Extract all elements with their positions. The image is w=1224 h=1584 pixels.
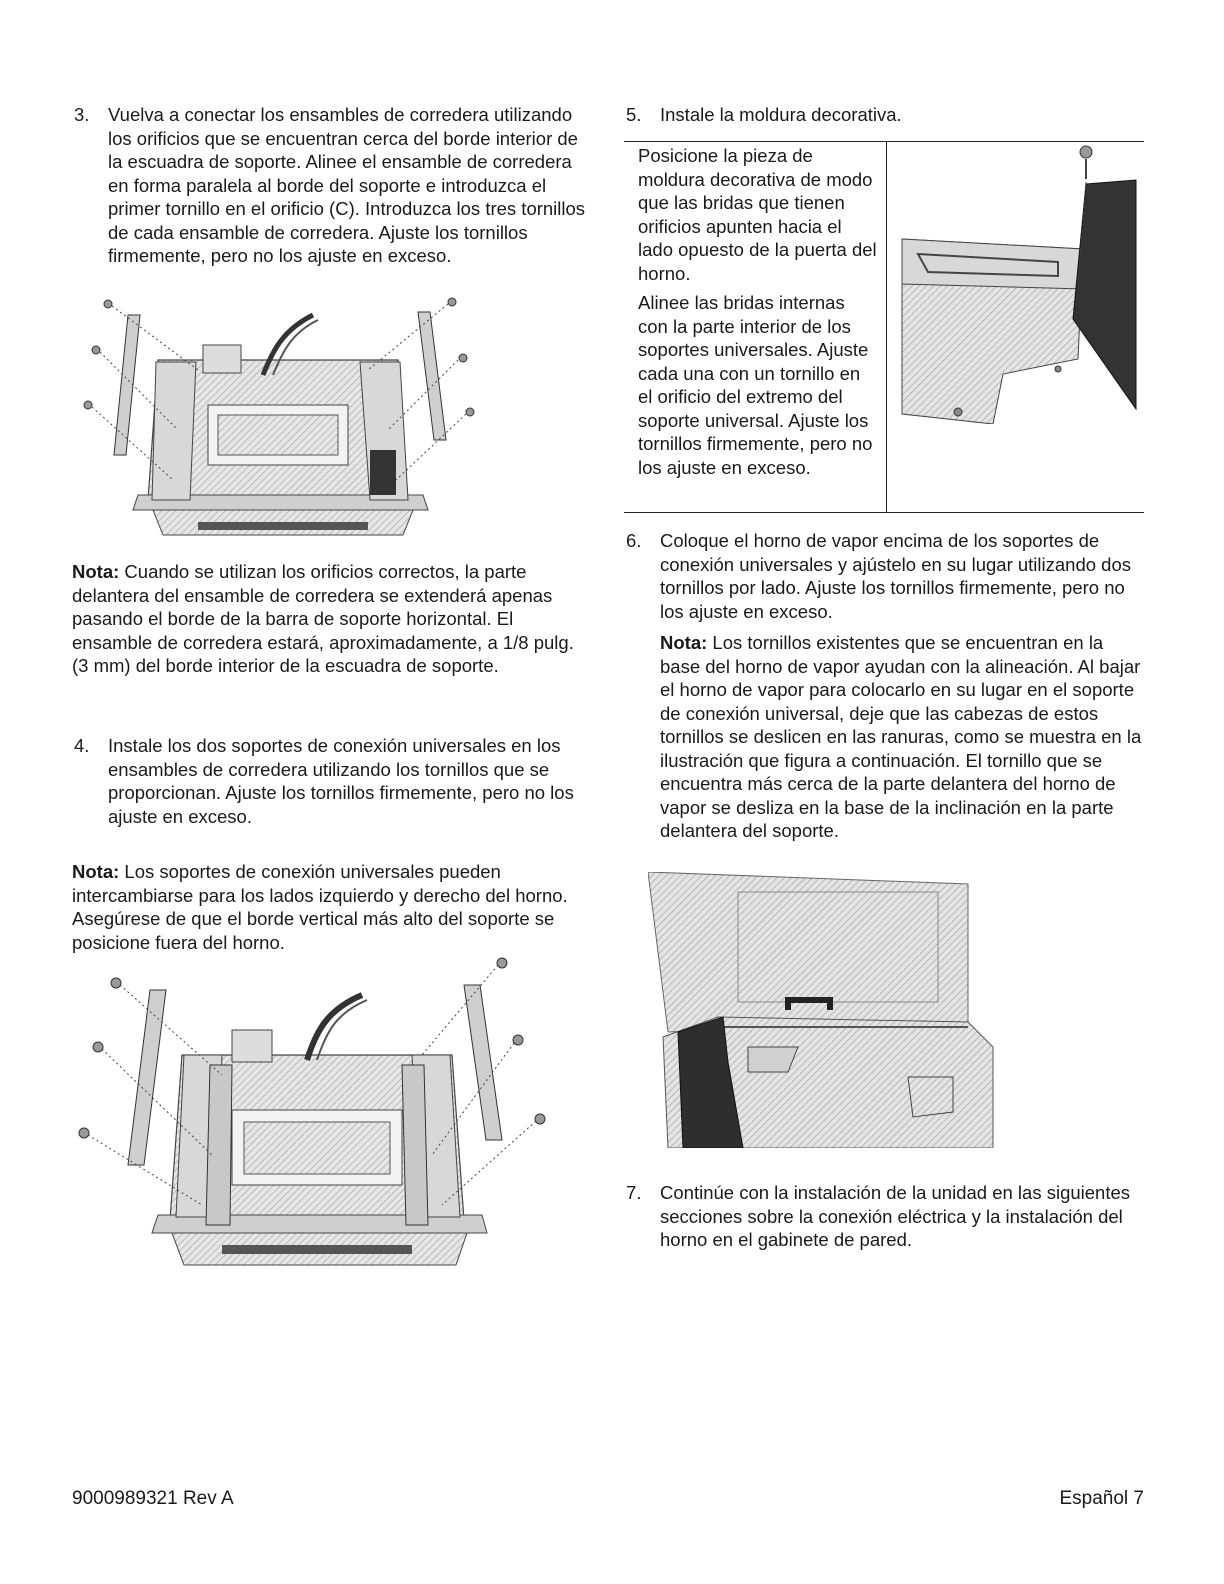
step-6-note <box>660 631 1144 843</box>
note-label: Nota: <box>72 561 120 582</box>
steam-oven-placement-illustration <box>648 872 996 1148</box>
trim-paragraph-1: Posicione la pieza de moldura decorativa de modo que las bridas que tienen orificios apunten hacia el lado opuesto de la puerta del horno. <box>638 145 877 284</box>
step-number: 5. <box>626 104 642 125</box>
note-2 <box>72 860 588 954</box>
step-number: 7. <box>626 1182 642 1203</box>
note-text: Cuando se utilizan los orificios correctos, la parte delantera del ensamble de corredera se extenderá apenas pasando el borde de la barra de soporte horizontal. El ensamble de corredera estará, aproximadamente, a 1/8 pulg. (3 mm) del borde interior de la escuadra de soporte. <box>72 561 574 676</box>
step-number: 3. <box>74 104 90 125</box>
step-text: Vuelva a conectar los ensambles de corredera utilizando los orificios que se encuentran cerca del borde interior de la escuadra de soporte. Alinee el ensamble de corredera en forma paralela al borde del soporte e introduzca el primer tornillo en el orificio (C). Introduzca los tres tornillos de cada ensamble de corredera. Ajuste los tornillos firmemente, pero no los ajuste en exceso. <box>108 104 586 266</box>
note-text: Los soportes de conexión universales pueden intercambiarse para los lados izquierdo y derecho del horno. Asegúrese de que el borde vertical más alto del soporte se posicione fuera del horno. <box>72 861 568 953</box>
step-number: 6. <box>626 530 642 551</box>
step-text: Instale la moldura decorativa. <box>660 104 902 125</box>
trim-instruction-text <box>638 144 878 479</box>
universal-bracket-illustration <box>72 955 562 1275</box>
note-text: Los tornillos existentes que se encuentran en la base del horno de vapor ayudan con la alineación. Al bajar el horno de vapor para colocarlo en su lugar en el soporte de conexión universal, deje que las cabezas de estos tornillos se deslicen en las ranuras, como se muestra en la ilustración que figura a continuación. El tornillo que se encuentra más cerca de la parte delantera del horno de vapor se desliza en la base de la inclinación en la parte delantera del soporte. <box>660 632 1142 841</box>
step-6 <box>624 529 1144 843</box>
step-3 <box>72 103 588 268</box>
step-4 <box>72 734 588 828</box>
step-text: Instale los dos soportes de conexión universales en los ensambles de corredera utilizando los tornillos que se proporcionan. Ajuste los tornillos firmemente, pero no los ajuste en exceso. <box>108 735 574 827</box>
step-text: Continúe con la instalación de la unidad en las siguientes secciones sobre la conexión eléctrica y la instalación del horno en el gabinete de pared. <box>660 1182 1131 1250</box>
step-5 <box>624 103 1144 127</box>
trim-paragraph-2: Alinee las bridas internas con la parte interior de los soportes universales. Ajuste cada una con un tornillo en el orificio del extremo del soporte universal. Ajuste los tornillos firmemente, pero no los ajuste en exceso. <box>638 292 873 478</box>
note-1 <box>72 560 588 678</box>
trim-instruction-box <box>624 141 1144 513</box>
decorative-trim-illustration <box>898 144 1140 424</box>
step-text: Coloque el horno de vapor encima de los soportes de conexión universales y ajústelo en su lugar utilizando dos tornillos por lado. Ajuste los tornillos firmemente, pero no los ajuste en exceso. <box>660 530 1132 622</box>
note-label: Nota: <box>72 861 120 882</box>
table-divider <box>886 142 887 512</box>
note-label: Nota: <box>660 632 708 653</box>
step-number: 4. <box>74 735 90 756</box>
step-7 <box>624 1181 1144 1252</box>
slide-assembly-illustration <box>78 290 488 550</box>
document-number: 9000989321 Rev A <box>72 1488 234 1509</box>
page-number: Español 7 <box>1059 1488 1144 1509</box>
